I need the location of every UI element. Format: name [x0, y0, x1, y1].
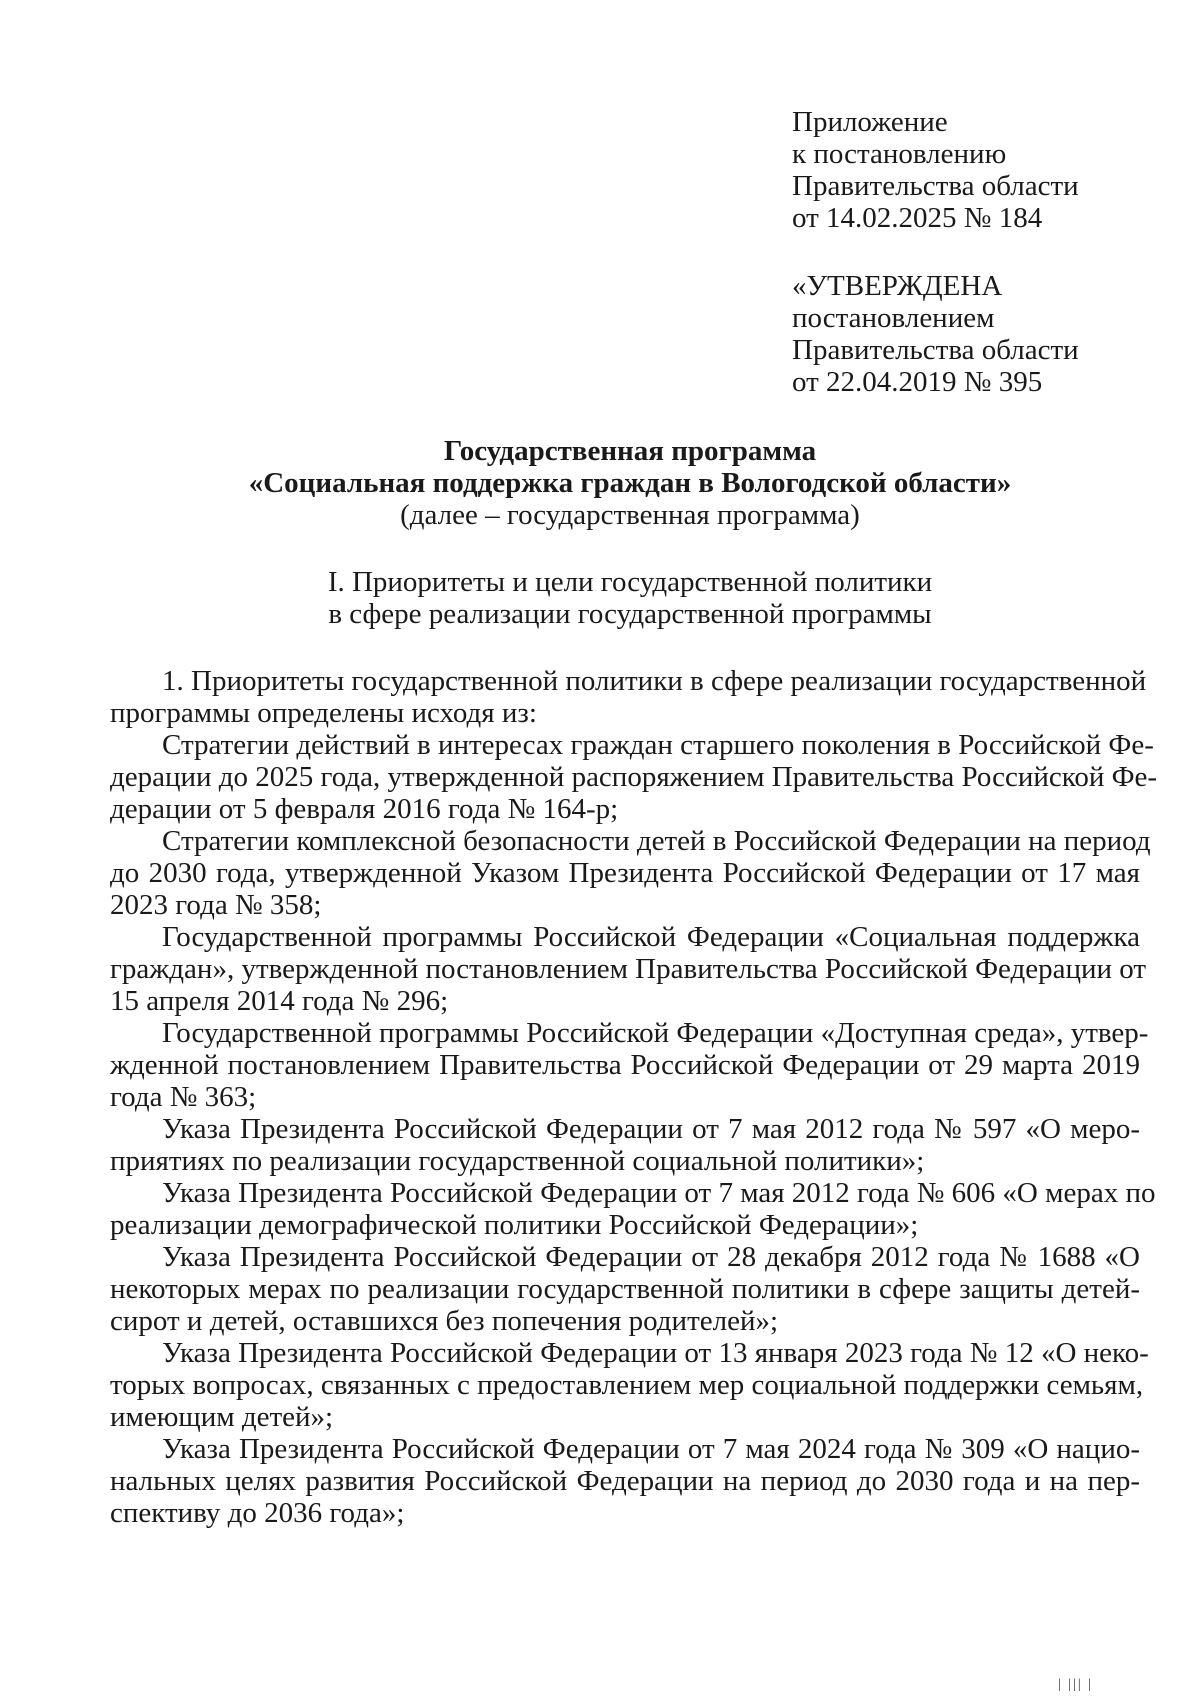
attachment-line-1: Приложение [792, 106, 948, 138]
paragraph-line: Государственной программы Российской Федерации «Социальная поддержка [162, 921, 1140, 953]
paragraph-line: нальных целях развития Российской Федерации на период до 2030 года и на пер- [110, 1465, 1140, 1497]
paragraph-line: 15 апреля 2014 года № 296; [110, 985, 449, 1017]
paragraph-line: до 2030 года, утвержденной Указом Президента Российской Федерации от 17 мая [110, 857, 1140, 889]
title-line-2: «Социальная поддержка граждан в Вологодской области» [248, 467, 1012, 499]
paragraph [110, 1017, 1149, 1113]
section-heading [0, 566, 1200, 630]
paragraph [110, 729, 1158, 825]
body-text [110, 665, 1158, 1529]
title-line-1: Государственная программа [443, 435, 817, 467]
paragraph-line: дерации от 5 февраля 2016 года № 164-р; [110, 793, 619, 825]
paragraph-line: Указа Президента Российской Федерации от 28 декабря 2012 года № 1688 «О [162, 1241, 1140, 1273]
paragraph [110, 1433, 1140, 1529]
paragraph-line: спективу до 2036 года»; [110, 1497, 405, 1529]
document-title [0, 435, 1200, 531]
paragraph-line: реализации демографической политики Российской Федерации»; [110, 1209, 919, 1241]
paragraph-line: Указа Президента Российской Федерации от 7 мая 2012 года № 597 «О меро- [162, 1113, 1140, 1145]
attachment-line-2: к постановлению [792, 138, 1007, 170]
paragraph-line: дерации до 2025 года, утвержденной распоряжением Правительства Российской Фе- [110, 761, 1158, 793]
paragraph [110, 665, 1147, 729]
paragraph-line: 1. Приоритеты государственной политики в сфере реализации государственной [162, 665, 1147, 697]
paragraph [110, 1337, 1149, 1433]
paragraph-line: Указа Президента Российской Федерации от 7 мая 2024 года № 309 «О нацио- [162, 1433, 1140, 1465]
paragraph [110, 1241, 1140, 1337]
paragraph-line: приятиях по реализации государственной социальной политики»; [110, 1145, 925, 1177]
section-line-1: I. Приоритеты и цели государственной политики [327, 566, 933, 598]
approved-line-2: постановлением [792, 302, 995, 334]
attachment-header [792, 106, 1079, 234]
paragraph-line: имеющим детей»; [110, 1401, 334, 1433]
footer-scan-marks: | ||| | [1058, 1677, 1094, 1692]
paragraph [110, 921, 1147, 1017]
approved-line-3: Правительства области [792, 334, 1079, 366]
paragraph-line: граждан», утвержденной постановлением Правительства Российской Федерации от [110, 953, 1147, 985]
paragraph [110, 825, 1151, 921]
approved-header [792, 270, 1079, 398]
section-line-2: в сфере реализации государственной программы [328, 598, 932, 630]
approved-line-4: от 22.04.2019 № 395 [792, 366, 1043, 398]
paragraph-line: Указа Президента Российской Федерации от 7 мая 2012 года № 606 «О мерах по [162, 1177, 1156, 1209]
paragraph-line: Указа Президента Российской Федерации от 13 января 2023 года № 12 «О неко- [162, 1337, 1149, 1369]
approved-line-1: «УТВЕРЖДЕНА [792, 270, 1003, 302]
paragraph-line: торых вопросах, связанных с предоставлением мер социальной поддержки семьям, [110, 1369, 1144, 1401]
paragraph-line: жденной постановлением Правительства Российской Федерации от 29 марта 2019 [110, 1049, 1140, 1081]
title-line-3: (далее – государственная программа) [400, 499, 860, 531]
paragraph [110, 1177, 1156, 1241]
paragraph-line: года № 363; [110, 1081, 257, 1113]
paragraph-line: Стратегии комплексной безопасности детей в Российской Федерации на период [162, 825, 1151, 857]
paragraph [110, 1113, 1140, 1177]
paragraph-line: Стратегии действий в интересах граждан старшего поколения в Российской Фе- [162, 729, 1154, 761]
paragraph-line: программы определены исходя из: [110, 697, 537, 729]
paragraph-line: 2023 года № 358; [110, 889, 322, 921]
paragraph-line: сирот и детей, оставшихся без попечения родителей»; [110, 1305, 779, 1337]
attachment-line-4: от 14.02.2025 № 184 [792, 202, 1043, 234]
paragraph-line: Государственной программы Российской Федерации «Доступная среда», утвер- [162, 1017, 1149, 1049]
paragraph-line: некоторых мерах по реализации государственной политики в сфере защиты детей- [110, 1273, 1140, 1305]
attachment-line-3: Правительства области [792, 170, 1079, 202]
